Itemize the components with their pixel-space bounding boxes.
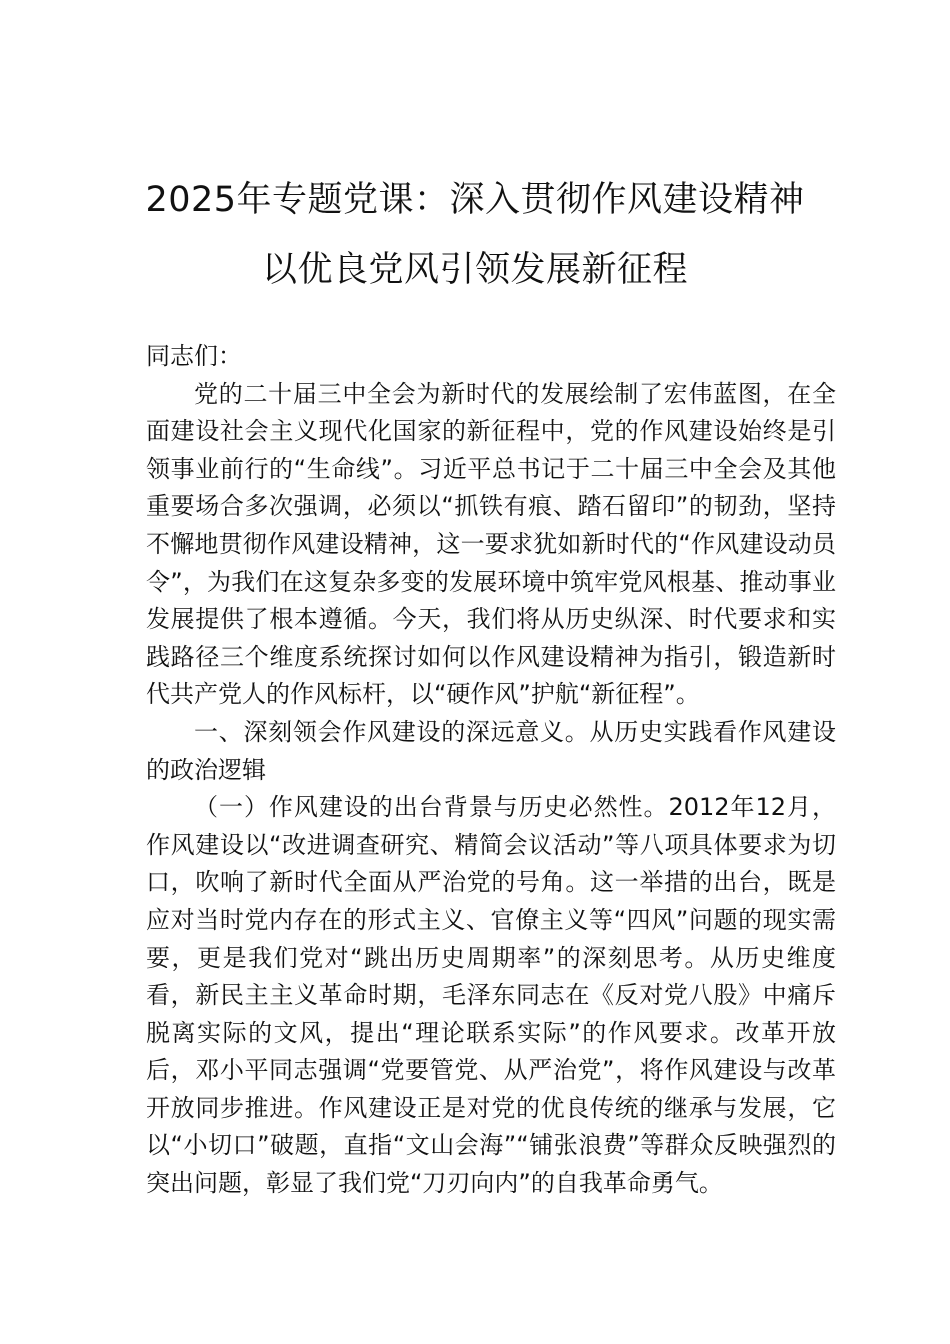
document-title-line-1: 2025年专题党课：深入贯彻作风建设精神 [145,180,805,220]
paragraph-intro: 党的二十届三中全会为新时代的发展绘制了宏伟蓝图，在全面建设社会主义现代化国家的新征程中，党的作风建设始终是引领事业前行的“生命线”。习近平总书记于二十届三中全会及其他重要场合多次强调，必须以“抓铁有痕、踏石留印”的韧劲，坚持不懈地贯彻作风建设精神，这一要求犹如新时代的“作风建设动员令”，为我们在这复杂多变的发展环境中筑牢党风根基、推动事业发展提供了根本遵循。今天，我们将从历史纵深、时代要求和实践路径三个维度系统探讨如何以作风建设精神为指引，锻造新时代共产党人的作风标杆，以“硬作风”护航“新征程”。 [146,379,836,709]
salutation: 同志们： [146,342,242,370]
document-title-line-2: 以优良党风引领发展新征程 [261,250,688,290]
document-body [146,338,836,1203]
paragraph-section-1-1: （一）作风建设的出台背景与历史必然性。2012年12月，作风建设以“改进调查研究、精简会议活动”等八项具体要求为切口，吹响了新时代全面从严治党的号角。这一举措的出台，既是应对当时党内存在的形式主义、官僚主义等“四风”问题的现实需要，更是我们党对“跳出历史周期率”的深刻思考。从历史维度看，新民主主义革命时期，毛泽东同志在《反对党八股》中痛斥脱离实际的文风，提出“理论联系实际”的作风要求。改革开放后，邓小平同志强调“党要管党、从严治党”，将作风建设与改革开放同步推进。作风建设正是对党的优良传统的继承与发展，它以“小切口”破题，直指“文山会海”“铺张浪费”等群众反映强烈的突出问题，彰显了我们党“刀刃向内”的自我革命勇气。 [146,793,836,1198]
section-heading-1: 一、深刻领会作风建设的深远意义。从历史实践看作风建设的政治逻辑 [146,717,836,784]
